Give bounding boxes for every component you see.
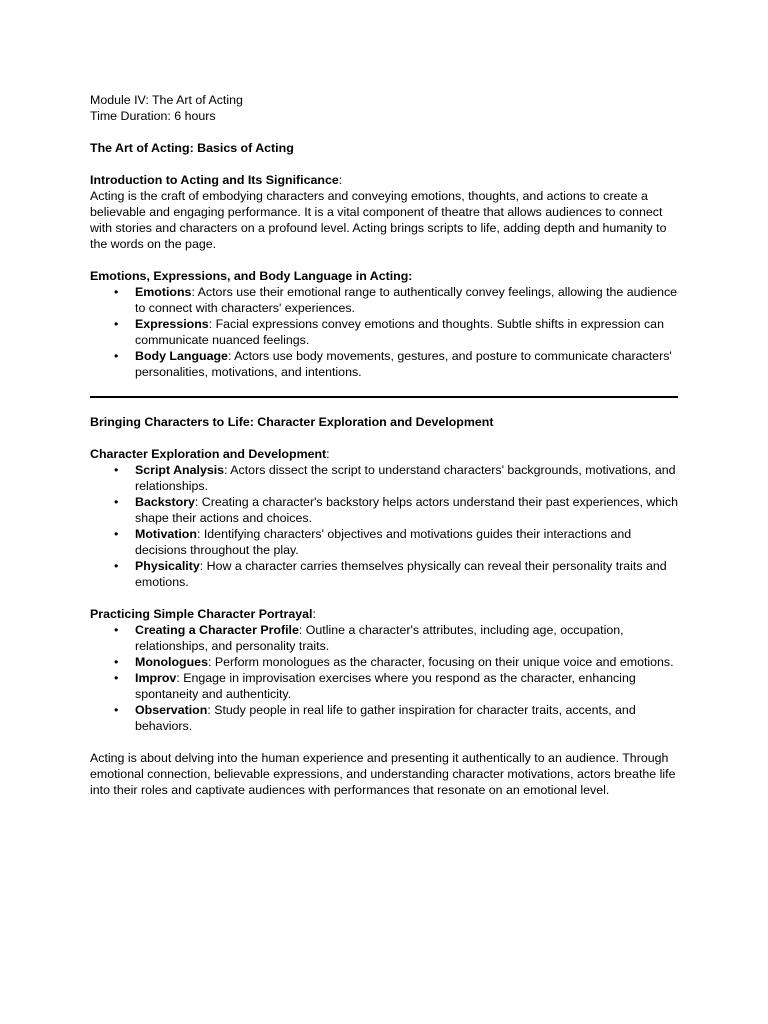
module-line: Module IV: The Art of Acting xyxy=(90,93,243,107)
bullet-icon: • xyxy=(114,317,119,331)
conclusion-paragraph: Acting is about delving into the human experience and presenting it authentically to an audience. Through emotional connection, believable expressions, and understanding character motivations, actors breathe life into their roles and captivate audiences with performances that resonate on an emotional level. xyxy=(90,751,676,797)
section-divider xyxy=(90,396,678,398)
bullet-icon: • xyxy=(114,623,119,637)
list-item: • Creating a Character Profile: Outline a character's attributes, including age, occupation, relationships, and personality traits. xyxy=(114,623,624,653)
section-title: Bringing Characters to Life: Character Exploration and Development xyxy=(90,415,494,429)
list-item: • Monologues: Perform monologues as the character, focusing on their unique voice and emotions. xyxy=(114,655,674,669)
bullet-icon: • xyxy=(114,703,119,717)
emotions-heading: Emotions, Expressions, and Body Language in Acting: xyxy=(90,269,413,283)
portrayal-heading: Practicing Simple Character Portrayal: xyxy=(90,607,316,621)
list-item: • Improv: Engage in improvisation exercises where you respond as the character, enhancing spontaneity and authenticity. xyxy=(114,671,636,701)
list-item: • Physicality: How a character carries themselves physically can reveal their personality traits and emotions. xyxy=(114,559,667,589)
exploration-heading: Character Exploration and Development: xyxy=(90,447,330,461)
bullet-icon: • xyxy=(114,285,119,299)
document-page xyxy=(90,92,680,798)
list-item: • Emotions: Actors use their emotional range to authentically convey feelings, allowing the audience to connect with characters' experiences. xyxy=(114,285,678,315)
list-item: • Expressions: Facial expressions convey emotions and thoughts. Subtle shifts in expression can communicate nuanced feelings. xyxy=(114,317,664,347)
bullet-icon: • xyxy=(114,463,119,477)
document-title: The Art of Acting: Basics of Acting xyxy=(90,141,294,155)
list-item: • Motivation: Identifying characters' objectives and motivations guides their interactions and decisions throughout the play. xyxy=(114,527,632,557)
bullet-icon: • xyxy=(114,495,119,509)
exploration-list xyxy=(90,462,680,590)
duration-line: Time Duration: 6 hours xyxy=(90,109,216,123)
bullet-icon: • xyxy=(114,527,119,541)
intro-body: Acting is the craft of embodying characters and conveying emotions, thoughts, and actions to create a believable and engaging performance. It is a vital component of theatre that allows audiences to connect with stories and characters on a profound level. Acting brings scripts to life, adding depth and humanity to the words on the page. xyxy=(90,189,667,251)
bullet-icon: • xyxy=(114,349,119,363)
emotions-list xyxy=(90,284,680,380)
bullet-icon: • xyxy=(114,559,119,573)
list-item: • Script Analysis: Actors dissect the script to understand characters' backgrounds, motivations, and relationships. xyxy=(114,463,676,493)
bullet-icon: • xyxy=(114,655,119,669)
list-item: • Observation: Study people in real life to gather inspiration for character traits, accents, and behaviors. xyxy=(114,703,636,733)
intro-heading: Introduction to Acting and Its Significance: xyxy=(90,173,343,187)
portrayal-list xyxy=(90,622,680,734)
list-item: • Backstory: Creating a character's backstory helps actors understand their past experiences, which shape their actions and choices. xyxy=(114,495,679,525)
list-item: • Body Language: Actors use body movements, gestures, and posture to communicate characters' personalities, motivations, and intentions. xyxy=(114,349,672,379)
bullet-icon: • xyxy=(114,671,119,685)
